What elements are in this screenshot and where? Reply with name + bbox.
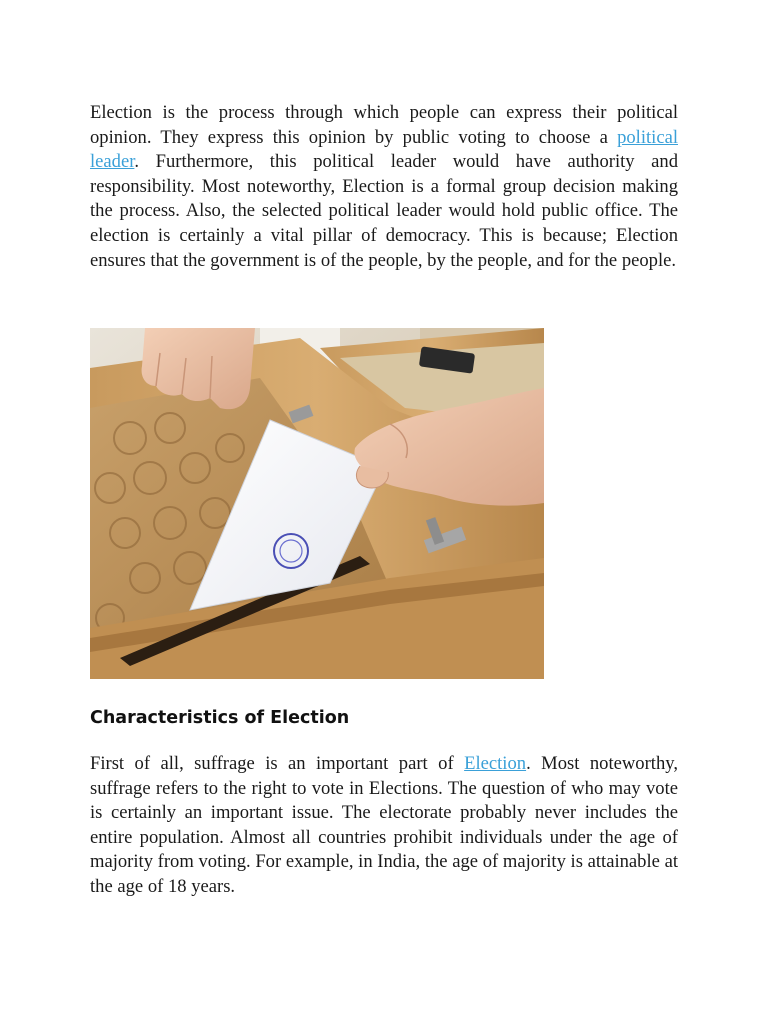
election-link[interactable]: Election <box>464 753 527 774</box>
political-leader-link[interactable]: political leader <box>90 126 678 173</box>
suffrage-text-end: . Most noteworthy, suffrage refers to the right to vote in Elections. The question of who may vote is certainly an important issue. The electorate probably never includes the entire population. Almost all countries prohibit individuals under the age of majority from voting. For example, in India, the age of majority is attainable at the age of 18 years. <box>90 753 678 897</box>
suffrage-paragraph <box>90 752 678 900</box>
suffrage-text-start: First of all, suffrage is an important part of <box>90 753 465 774</box>
section-heading: Characteristics of Election <box>90 708 350 728</box>
intro-text-start: Election is the process through which people can express their political opinion. They express this opinion by public voting to choose a <box>90 102 678 148</box>
intro-text-end: . Furthermore, this political leader would have authority and responsibility. Most noteworthy, Election is a formal group decision making the process. Also, the selected political leader would hold public office. The election is certainly a vital pillar of democracy. This is because; Election ensures that the government is of the people, by the people, and for the people. <box>90 151 678 271</box>
intro-paragraph <box>90 101 678 273</box>
ballot-box-photo <box>90 328 544 679</box>
